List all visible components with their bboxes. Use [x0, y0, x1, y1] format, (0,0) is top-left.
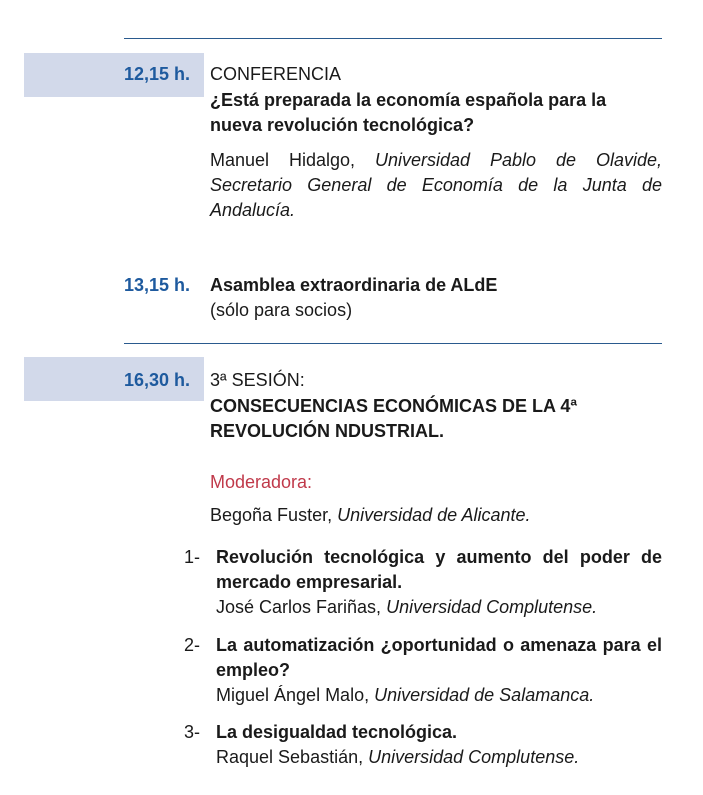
moderator: [210, 503, 662, 528]
moderator-name: Begoña Fuster,: [210, 505, 333, 525]
talk-number: 3-: [184, 722, 201, 742]
session-1-title: ¿Está preparada la economía española para la nueva revolución tecnológica?: [210, 90, 607, 135]
session-1-kicker: CONFERENCIA: [210, 64, 342, 84]
talk-title: Revolución tecnológica y aumento del poder de mercado empresarial.: [216, 547, 662, 592]
moderator-label: Moderadora:: [210, 472, 313, 492]
session-1: [210, 62, 662, 223]
session-time-3: 16,30 h.: [124, 370, 191, 390]
mid-divider: [124, 343, 662, 344]
talk-speaker-name: Raquel Sebastián,: [216, 747, 364, 767]
talk-speaker-affiliation: Universidad de Salamanca.: [374, 685, 595, 705]
talk-number: 2-: [184, 635, 201, 655]
talk-title: La desigualdad tecnológica.: [216, 722, 458, 742]
talk-speaker-affiliation: Universidad Complutense.: [386, 597, 598, 617]
session-3-kicker: 3ª SESIÓN:: [210, 370, 305, 390]
talk-title: La automatización ¿oportunidad o amenaza para el empleo?: [216, 635, 662, 680]
talk-speaker-affiliation: Universidad Complutense.: [368, 747, 580, 767]
session-1-speaker: [210, 148, 662, 223]
session-2: [210, 273, 662, 323]
top-divider: [124, 38, 662, 39]
speaker-affiliation: Universidad Pablo de Olavide, Secretario General de Economía de la Junta de Andalucía.: [210, 150, 662, 220]
talk-speaker-name: Miguel Ángel Malo,: [216, 685, 370, 705]
session-3: [210, 368, 662, 528]
moderator-affiliation: Universidad de Alicante.: [337, 505, 531, 525]
session-2-note: (sólo para socios): [210, 300, 353, 320]
session-time-2: 13,15 h.: [124, 275, 191, 295]
session-3-title: CONSECUENCIAS ECONÓMICAS DE LA 4ª REVOLUCIÓN NDUSTRIAL.: [210, 396, 578, 441]
speaker-name: Manuel Hidalgo,: [210, 150, 356, 170]
session-time-1: 12,15 h.: [124, 64, 191, 84]
session-2-title: Asamblea extraordinaria de ALdE: [210, 275, 498, 295]
talk-number: 1-: [184, 547, 201, 567]
talk-speaker-name: José Carlos Fariñas,: [216, 597, 382, 617]
